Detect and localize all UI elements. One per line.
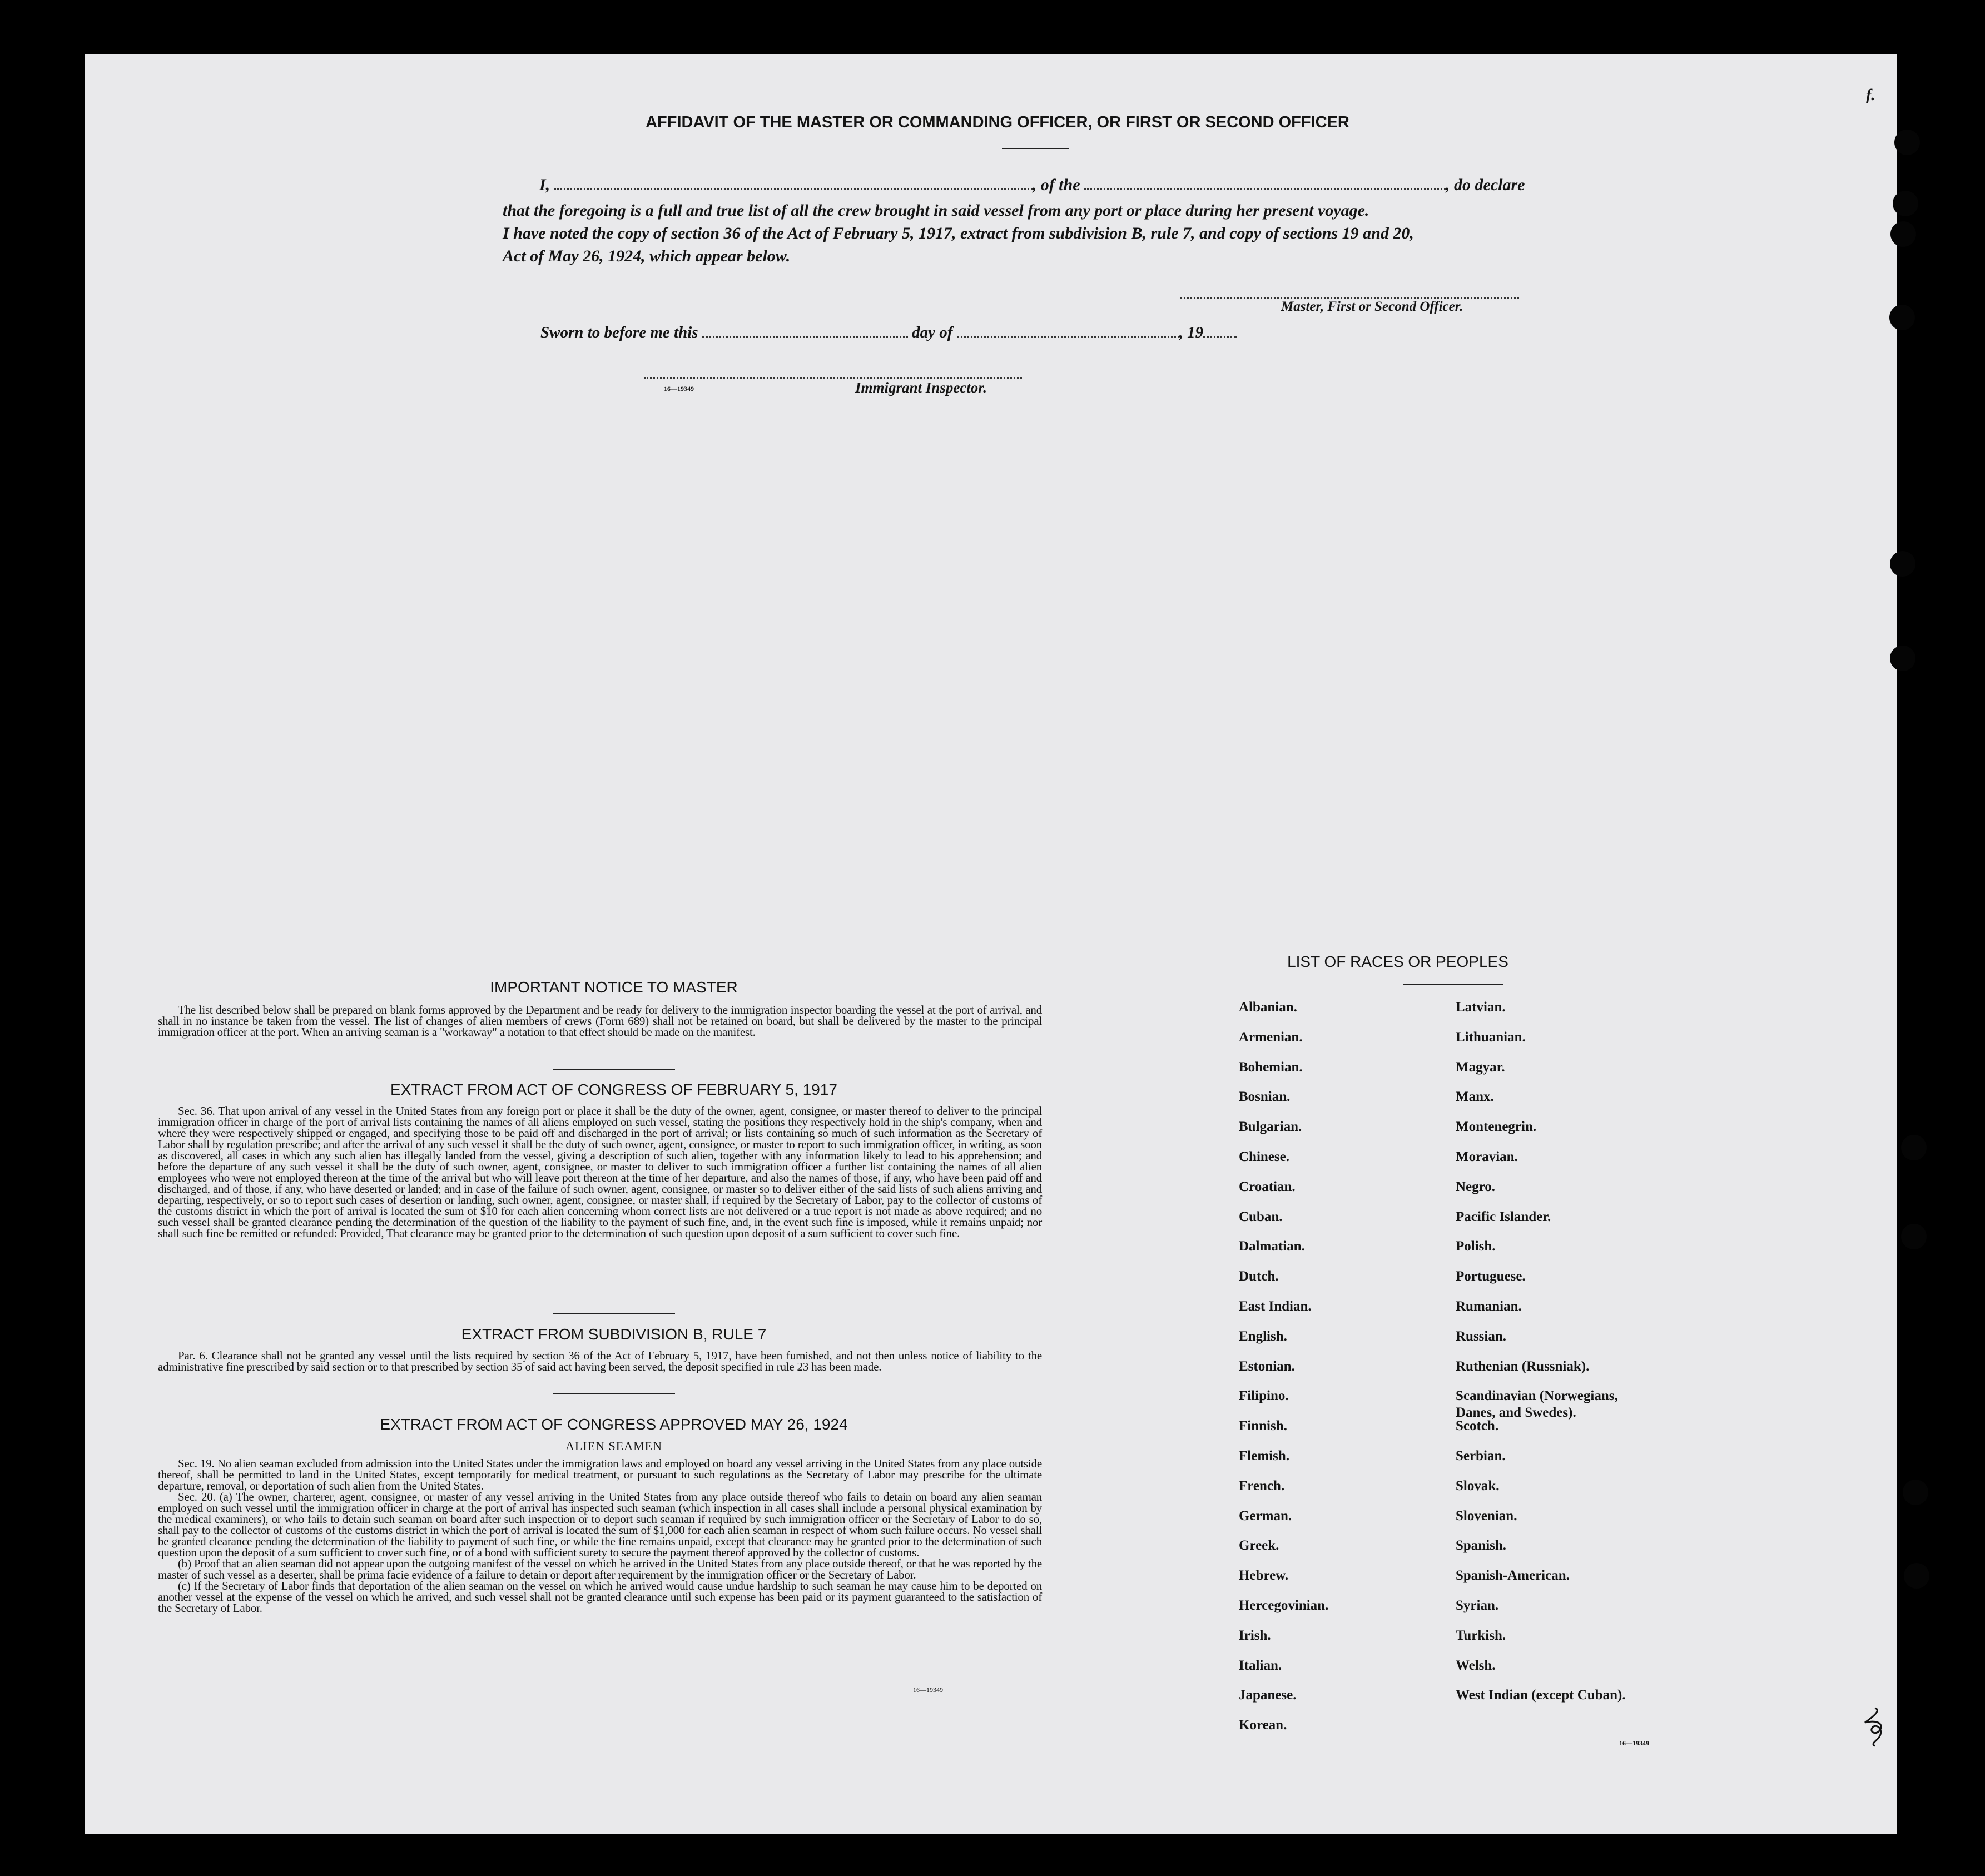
punch-hole xyxy=(1893,191,1918,216)
form-number: 16—19349 xyxy=(1619,1739,1649,1747)
sworn-line xyxy=(540,324,1237,342)
race-item: Turkish. xyxy=(1456,1627,1506,1643)
race-item: Flemish. xyxy=(1239,1448,1289,1463)
race-item: Danes, and Swedes). xyxy=(1456,1405,1576,1421)
race-item: Moravian. xyxy=(1456,1149,1518,1164)
day-of-label: day of xyxy=(912,324,953,341)
race-item: Negro. xyxy=(1456,1179,1496,1194)
page-mark: f. xyxy=(1866,87,1875,104)
punch-hole xyxy=(1890,646,1915,671)
race-item: Hercegovinian. xyxy=(1239,1598,1329,1613)
extract-1924-title: EXTRACT FROM ACT OF CONGRESS APPROVED MAY 26, 1924 xyxy=(380,1416,848,1433)
affidavit-body xyxy=(503,199,1414,267)
extract-rule7-text: Par. 6. Clearance shall not be granted any vessel until the lists required by section 36 of the Act of February 5, 1917, have been furnished, and not then unless notice of liability to the administrative fine prescribed by said section or to that prescribed by section 35 of said act having been served, the deposit specified in rule 23 has been made. xyxy=(158,1349,1042,1373)
title-divider xyxy=(1002,148,1069,149)
race-item: Finnish. xyxy=(1239,1418,1287,1434)
sworn-month-blank[interactable] xyxy=(957,335,1179,338)
race-item: Bosnian. xyxy=(1239,1089,1291,1105)
race-item: Syrian. xyxy=(1456,1598,1499,1613)
affidavit-line-1 xyxy=(539,176,1525,195)
section-divider xyxy=(553,1393,675,1394)
race-item: Greek. xyxy=(1239,1538,1279,1554)
do-declare-label: , do declare xyxy=(1446,176,1525,194)
form-number: 16—19349 xyxy=(913,1686,943,1694)
race-item: Serbian. xyxy=(1456,1448,1506,1463)
sec20b-text: (b) Proof that an alien seaman did not appear upon the outgoing manifest of the vessel on which he arrived in the United States from any place outside thereof, or that he was reported by the master of such vessel as a deserter, shall be prima facie evidence of a failure to detain or deport after requirement by the immigration officer or the Secretary of Labor. xyxy=(158,1557,1042,1581)
race-item: Filipino. xyxy=(1239,1388,1289,1404)
race-item: Rumanian. xyxy=(1456,1299,1522,1314)
punch-hole xyxy=(1901,1224,1927,1249)
race-item: Spanish. xyxy=(1456,1538,1507,1554)
race-item: Estonian. xyxy=(1239,1358,1295,1374)
race-item: Croatian. xyxy=(1239,1179,1296,1194)
i-label: I, xyxy=(539,176,550,194)
race-item: Dutch. xyxy=(1239,1269,1279,1284)
extract-1924-block xyxy=(158,1458,1042,1614)
extract-1917-block xyxy=(158,1105,1042,1239)
punch-hole xyxy=(1894,130,1920,155)
notice-text: The list described below shall be prepared on blank forms approved by the Department and be ready for delivery to the immigration inspector boarding the vessel at the port of arrival, and shall in no instance be taken from the vessel. The list of changes of alien members of crews (Form 689) shall not be retained on board, but shall be delivered by the master to the principal immigration officer at the port. When an arriving seaman is a "workaway" a notation to that effect should be made on the manifest. xyxy=(158,1003,1042,1039)
inspector-signature-line[interactable] xyxy=(644,377,1022,379)
race-item: Bulgarian. xyxy=(1239,1119,1302,1135)
race-item: Slovak. xyxy=(1456,1478,1500,1493)
race-item: West Indian (except Cuban). xyxy=(1456,1688,1626,1703)
race-item: Slovenian. xyxy=(1456,1508,1517,1523)
race-item: Scandinavian (Norwegians, xyxy=(1456,1388,1618,1404)
notice-title: IMPORTANT NOTICE TO MASTER xyxy=(490,979,738,996)
sworn-day-blank[interactable] xyxy=(702,335,908,338)
punch-hole xyxy=(1903,1480,1928,1505)
extract-1917-text: Sec. 36. That upon arrival of any vessel in the United States from any foreign port or place it shall be the duty of the owner, agent, consignee, or master thereof to deliver to the principal immigration officer in charge of the port of arrival lists containing the names of all aliens employed on such vessel, stating the positions they respectively hold in the ship's company, when and where they were respectively shipped or engaged, and specifying those to be paid off and discharged in the port of arrival; or lists containing so much of such information as the Secretary of Labor shall by regulation prescribe; and after the arrival of any such vessel it shall be the duty of such owner, agent, consignee, or master to report to such immigration officer, in writing, as soon as discovered, all cases in which any such alien has illegally landed from the vessel, giving a description of such alien, together with any information likely to lead to his apprehension; and before the departure of any such vessel it shall be the duty of such owner, agent, consignee, or master to deliver to such immigration officer a further list containing the names of all alien employees who were not employed thereon at the time of the arrival but who will leave port thereon at the time of her departure, and also the names of those, if any, who have been paid off and discharged, and of those, if any, who have deserted or landed; and in case of the failure of such owner, agent, consignee, or master so to deliver either of the said lists of such aliens arriving and departing, respectively, or so to report such cases of desertion or landing, such owner, agent, consignee, or master shall, if required by the Secretary of Labor, pay to the collector of customs of the customs district in which the port of arrival is located the sum of $10 for each alien concerning whom correct lists are not delivered or a true report is not made as above required; and no such vessel shall be granted clearance pending the determination of the question of the liability to the payment of such fine, and, in the event such fine is imposed, while it remains unpaid; nor shall such fine be remitted or refunded: Provided, That clearance may be granted prior to the determination of such question upon deposit of a sum sufficient to cover such fine. xyxy=(158,1104,1042,1240)
extract-1917-title: EXTRACT FROM ACT OF CONGRESS OF FEBRUARY 5, 1917 xyxy=(390,1081,837,1098)
race-item: English. xyxy=(1239,1328,1287,1344)
alien-seamen-subtitle: ALIEN SEAMEN xyxy=(565,1439,662,1453)
year-blank[interactable] xyxy=(1203,335,1237,338)
notice-text-block xyxy=(158,1004,1042,1038)
race-item: East Indian. xyxy=(1239,1299,1312,1314)
races-divider xyxy=(1403,984,1503,985)
race-item: Spanish-American. xyxy=(1456,1568,1570,1584)
races-title: LIST OF RACES OR PEOPLES xyxy=(1287,953,1508,970)
race-item: Ruthenian (Russniak). xyxy=(1456,1358,1590,1374)
handwritten-mark xyxy=(1858,1705,1892,1749)
name-blank[interactable] xyxy=(554,188,1033,190)
race-item: Polish. xyxy=(1456,1239,1496,1254)
punch-hole xyxy=(1890,221,1916,247)
race-item: Cuban. xyxy=(1239,1209,1283,1224)
affidavit-body-line: that the foregoing is a full and true list of all the crew brought in said vessel from any port or place during her present voyage. xyxy=(503,201,1369,220)
race-item: Dalmatian. xyxy=(1239,1239,1305,1254)
sec19-text: Sec. 19. No alien seaman excluded from admission into the United States under the immigration laws and employed on board any vessel arriving in the United States from any place outside thereof, shall be permitted to land in the United States, except temporarily for medical treatment, or pursuant to such regulations as the Secretary of Labor may prescribe for the ultimate departure, removal, or deportation of such alien from the United States. xyxy=(158,1457,1042,1492)
master-signature-label: Master, First or Second Officer. xyxy=(1281,299,1463,314)
race-item: Russian. xyxy=(1456,1328,1507,1344)
punch-hole xyxy=(1890,551,1915,577)
sworn-label: Sworn to before me this xyxy=(540,324,698,341)
race-item: Irish. xyxy=(1239,1627,1271,1643)
sec20a-text: Sec. 20. (a) The owner, charterer, agent, consignee, or master of any vessel arriving in the United States from any place outside thereof who fails to detain on board any alien seaman employed on such vessel until the immigration officer in charge at the port of arrival has inspected such seaman (which inspection in all cases shall include a personal physical examination by the medical examiners), or who fails to detain such seaman on board after such inspection or to deport such seaman if required by such immigration officer or the Secretary of Labor to do so, shall pay to the collector of customs of the customs district in which the port of arrival is located the sum of $1,000 for each alien seaman in respect of whom such failure occurs. No vessel shall be granted clearance pending the determination of the liability to payment of such fine, or while the fine remains unpaid, except that clearance may be granted prior to the determination of such question upon the deposit of a sum sufficient to cover such fine, or of a bond with sufficient surety to secure the payment thereof approved by the collector of customs. xyxy=(158,1490,1042,1559)
extract-rule7-title: EXTRACT FROM SUBDIVISION B, RULE 7 xyxy=(461,1326,767,1343)
race-item: Chinese. xyxy=(1239,1149,1289,1164)
race-item: Korean. xyxy=(1239,1718,1287,1733)
vessel-blank[interactable] xyxy=(1084,188,1446,190)
race-item: Hebrew. xyxy=(1239,1568,1289,1584)
race-item: Lithuanian. xyxy=(1456,1029,1526,1045)
race-item: Portuguese. xyxy=(1456,1269,1526,1284)
inspector-label: Immigrant Inspector. xyxy=(855,379,987,396)
affidavit-title: AFFIDAVIT OF THE MASTER OR COMMANDING OFFICER, OR FIRST OR SECOND OFFICER xyxy=(646,113,1349,131)
affidavit-body-line: I have noted the copy of section 36 of the Act of February 5, 1917, extract from subdivision B, rule 7, and copy of sections 19 and 20, xyxy=(503,224,1414,242)
master-signature-line[interactable] xyxy=(1180,297,1519,299)
race-item: Montenegrin. xyxy=(1456,1119,1537,1135)
punch-hole xyxy=(1904,1563,1929,1589)
form-number: 16—19349 xyxy=(664,385,694,393)
race-item: Japanese. xyxy=(1239,1688,1297,1703)
of-the-label: , of the xyxy=(1032,176,1080,194)
race-item: Albanian. xyxy=(1239,1000,1297,1015)
race-item: Manx. xyxy=(1456,1089,1494,1105)
race-item: Bohemian. xyxy=(1239,1059,1303,1075)
race-item: Latvian. xyxy=(1456,1000,1506,1015)
race-item: French. xyxy=(1239,1478,1285,1493)
race-item: Magyar. xyxy=(1456,1059,1505,1075)
race-item: Armenian. xyxy=(1239,1029,1303,1045)
race-item: German. xyxy=(1239,1508,1292,1523)
affidavit-body-line: Act of May 26, 1924, which appear below. xyxy=(503,247,791,265)
punch-hole xyxy=(1901,1135,1927,1160)
section-divider xyxy=(553,1313,675,1314)
extract-rule7-block xyxy=(158,1350,1042,1372)
punch-hole xyxy=(1889,305,1915,330)
year-label: , 19 xyxy=(1179,324,1204,341)
race-item: Scotch. xyxy=(1456,1418,1499,1434)
section-divider xyxy=(553,1069,675,1070)
sec20c-text: (c) If the Secretary of Labor finds that deportation of the alien seaman on the vessel on which he arrived would cause undue hardship to such seaman he may cause him to be deported on another vessel at the expense of the vessel on which he arrived, and such vessel shall not be granted clearance until such expense has been paid or its payment guaranteed to the satisfaction of the Secretary of Labor. xyxy=(158,1579,1042,1615)
race-item: Welsh. xyxy=(1456,1657,1496,1673)
document-page xyxy=(85,54,1897,1834)
race-item: Italian. xyxy=(1239,1657,1282,1673)
race-item: Pacific Islander. xyxy=(1456,1209,1551,1224)
